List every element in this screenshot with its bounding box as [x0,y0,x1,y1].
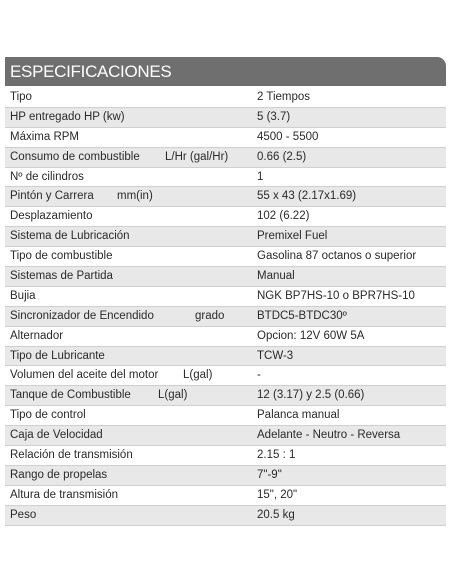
spec-label: Alternador [10,329,64,342]
spec-row [5,347,446,367]
spec-row [5,207,446,227]
spec-label: Nº de cilindros [10,170,84,183]
spec-row [5,406,446,426]
spec-value: Manual [257,270,295,283]
spec-label-cell [10,289,250,304]
spec-value: 7"-9" [257,468,282,481]
spec-label: Peso [10,508,37,521]
spec-label: Altura de transmisión [10,488,119,501]
spec-label: Consumo de combustible [10,150,140,163]
spec-value: 2.15 : 1 [257,449,296,462]
spec-value: TCW-3 [257,349,294,362]
spec-value: 0.66 (2.5) [257,150,307,163]
spec-label-cell [10,329,250,344]
spec-row [5,386,446,406]
spec-row [5,187,446,207]
spec-unit: L/Hr (gal/Hr) [165,150,229,163]
spec-row [5,506,446,526]
spec-value: Palanca manual [257,409,340,422]
spec-value: Gasolina 87 octanos o superior [257,250,417,263]
spec-label-cell [10,269,250,284]
spec-label: Sincronizador de Encendido [10,309,154,322]
spec-label-cell [10,368,250,383]
spec-row [5,327,446,347]
spec-label-cell [10,209,250,224]
spec-label: Tipo de Lubricante [10,349,105,362]
spec-label-cell [10,448,250,463]
spec-label: Tipo de control [10,409,86,422]
spec-label-cell [10,170,250,185]
spec-label-cell [10,508,250,523]
spec-value: 20.5 kg [257,508,295,521]
spec-label: Relación de transmisión [10,449,133,462]
spec-label-cell [10,150,250,165]
spec-label-cell [10,249,250,264]
spec-label: Pintón y Carrera [10,190,94,203]
spec-label-cell [10,309,250,324]
spec-row [5,247,446,267]
spec-row [5,287,446,307]
spec-label-cell [10,130,250,145]
spec-unit: mm(in) [117,190,153,203]
spec-label: Máxima RPM [10,130,80,143]
spec-value: 12 (3.17) y 2.5 (0.66) [257,389,365,402]
spec-label: Tipo [10,91,32,103]
spec-value: Premixel Fuel [257,230,328,243]
spec-unit: L(gal) [158,389,188,402]
spec-label-cell [10,189,250,204]
spec-row [5,426,446,446]
spec-label-cell [10,90,250,105]
spec-label-cell [10,110,250,125]
spec-label: Sistemas de Partida [10,270,113,283]
spec-value: Adelante - Neutro - Reversa [257,429,401,442]
spec-row [5,466,446,486]
spec-label: Sistema de Lubricación [10,230,130,243]
spec-row [5,227,446,247]
spec-row [5,486,446,506]
spec-value: 2 Tiempos [257,91,311,103]
spec-row [5,88,446,108]
spec-row [5,148,446,168]
spec-label: Caja de Velocidad [10,429,103,442]
spec-label-cell [10,488,250,503]
spec-label-cell [10,468,250,483]
spec-row [5,168,446,188]
spec-row [5,128,446,148]
spec-label: Volumen del aceite del motor [10,369,159,382]
spec-label-cell [10,408,250,423]
spec-row [5,267,446,287]
spec-label-cell [10,349,250,364]
spec-row [5,446,446,466]
spec-value: 55 x 43 (2.17x1.69) [257,190,357,203]
spec-label: Tanque de Combustible [10,389,131,402]
spec-label-cell [10,229,250,244]
spec-value: 102 (6.22) [257,210,310,223]
spec-label-cell [10,428,250,443]
spec-value: NGK BP7HS-10 o BPR7HS-10 [257,289,415,302]
spec-label-cell [10,388,250,403]
spec-label: HP entregado HP (kw) [10,110,125,123]
spec-value: 15", 20" [257,488,298,501]
spec-label: Rango de propelas [10,468,108,481]
section-title: ESPECIFICACIONES [10,62,172,81]
spec-label: Tipo de combustible [10,250,113,263]
spec-unit: L(gal) [183,369,213,382]
spec-value: Opcion: 12V 60W 5A [257,329,365,342]
spec-value: - [257,369,261,382]
spec-label: Bujia [10,289,36,302]
spec-value: BTDC5-BTDC30º [257,309,347,322]
spec-row [5,307,446,327]
spec-label: Desplazamiento [10,210,93,223]
section-header [5,57,446,86]
spec-value: 4500 - 5500 [257,130,319,143]
spec-row [5,366,446,386]
spec-row [5,108,446,128]
spec-unit: grado [195,309,225,322]
spec-table [5,88,446,526]
spec-value: 1 [257,170,264,183]
spec-value: 5 (3.7) [257,110,291,123]
